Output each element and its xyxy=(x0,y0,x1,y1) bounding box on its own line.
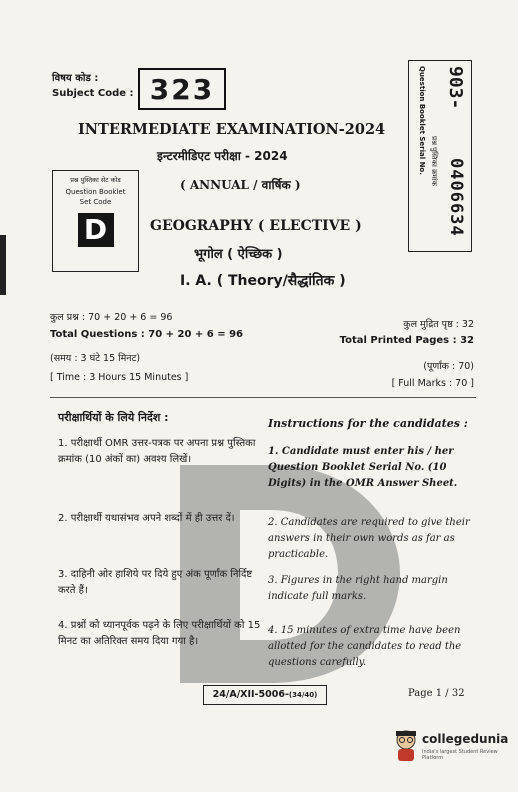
serial-number-block xyxy=(410,66,468,252)
instructions-heading: Instructions for the candidates : xyxy=(268,417,468,430)
set-code-letter: D xyxy=(78,213,114,247)
instruction-hi-3: 3. दाहिनी ओर हाशिये पर दिये हुए अंक पूर्णांक निर्दिष्ट करते हैं। xyxy=(58,569,253,596)
paper-code: 24/A/XII-5006- xyxy=(212,689,289,700)
instruction-en-1: 1. Candidate must enter his / her Question Booklet Serial No. (10 Digits) in the OMR Answer Sheet. xyxy=(268,446,458,489)
paper-type: I. A. ( Theory/सैद्धांतिक ) xyxy=(180,273,346,289)
paper-code-box xyxy=(203,685,327,705)
serial-prefix: 903- xyxy=(445,66,466,110)
instruction-en-4: 4. 15 minutes of extra time have been allotted for the candidates to read the questions carefully. xyxy=(268,625,462,668)
paper-code-suffix: (34/40) xyxy=(288,691,318,699)
subject-title: GEOGRAPHY ( ELECTIVE ) xyxy=(150,218,362,234)
time-hi: (समय : 3 घंटे 15 मिनट) xyxy=(50,353,141,364)
exam-title-hi: इन्टरमीडिएट परीक्षा - 2024 xyxy=(157,149,288,163)
instruction-en-2: 2. Candidates are required to give their answers in their own words as far as practicable. xyxy=(268,517,470,560)
full-marks-hi: (पूर्णांक : 70) xyxy=(423,361,474,372)
exam-title: INTERMEDIATE EXAMINATION-2024 xyxy=(78,121,386,138)
instruction-en-3: 3. Figures in the right hand margin indicate full marks. xyxy=(268,575,448,602)
brand-tagline: India's largest Student Review Platform xyxy=(422,749,498,761)
divider xyxy=(50,397,476,398)
instruction-hi-1: 1. परीक्षार्थी OMR उत्तर-पत्रक पर अपना प्रश्न पुस्तिका क्रमांक (10 अंकों का) अवश्य लिखें। xyxy=(58,438,256,465)
serial-label: Question Booklet Serial No. xyxy=(418,66,426,175)
set-code-label-2: Set Code xyxy=(79,198,112,206)
set-code-label-1: Question Booklet xyxy=(65,188,126,196)
serial-number: 0406634 xyxy=(446,158,466,237)
subject-title-hi: भूगोल ( ऐच्छिक ) xyxy=(194,247,283,262)
full-marks: [ Full Marks : 70 ] xyxy=(391,378,474,389)
subject-code-label-hi: विषय कोड : xyxy=(52,73,99,84)
set-code-box xyxy=(52,170,139,272)
total-questions-hi: कुल प्रश्न : 70 + 20 + 6 = 96 xyxy=(50,312,173,323)
total-pages-hi: कुल मुद्रित पृष्ठ : 32 xyxy=(403,319,474,330)
instructions-heading-hi: परीक्षार्थियों के लिये निर्देश : xyxy=(58,411,169,424)
page-number: Page 1 / 32 xyxy=(408,688,465,699)
brand-name: collegedunia xyxy=(422,732,509,746)
instruction-hi-2: 2. परीक्षार्थी यथासंभव अपने शब्दों में ही उत्तर दें। xyxy=(58,513,235,524)
subject-code: 323 xyxy=(138,68,226,110)
time: [ Time : 3 Hours 15 Minutes ] xyxy=(50,372,189,383)
mascot-icon xyxy=(392,728,420,762)
serial-label-hi: प्रश्न पुस्तिका क्रमांक xyxy=(430,136,438,186)
subject-code-label: Subject Code : xyxy=(52,88,134,99)
total-pages: Total Printed Pages : 32 xyxy=(339,335,474,346)
instruction-hi-4: 4. प्रश्नों को ध्यानपूर्वक पढ़ने के लिए परीक्षार्थियों को 15 मिनट का अतिरिक्त समय दिया गया है। xyxy=(58,620,261,647)
exam-session: ( ANNUAL / वार्षिक ) xyxy=(180,178,301,192)
total-questions: Total Questions : 70 + 20 + 6 = 96 xyxy=(50,329,243,340)
page-edge-mark xyxy=(0,235,6,295)
set-code-label-hi: प्रश्न पुस्तिका सेट कोड xyxy=(70,176,121,184)
collegedunia-logo xyxy=(392,725,512,765)
